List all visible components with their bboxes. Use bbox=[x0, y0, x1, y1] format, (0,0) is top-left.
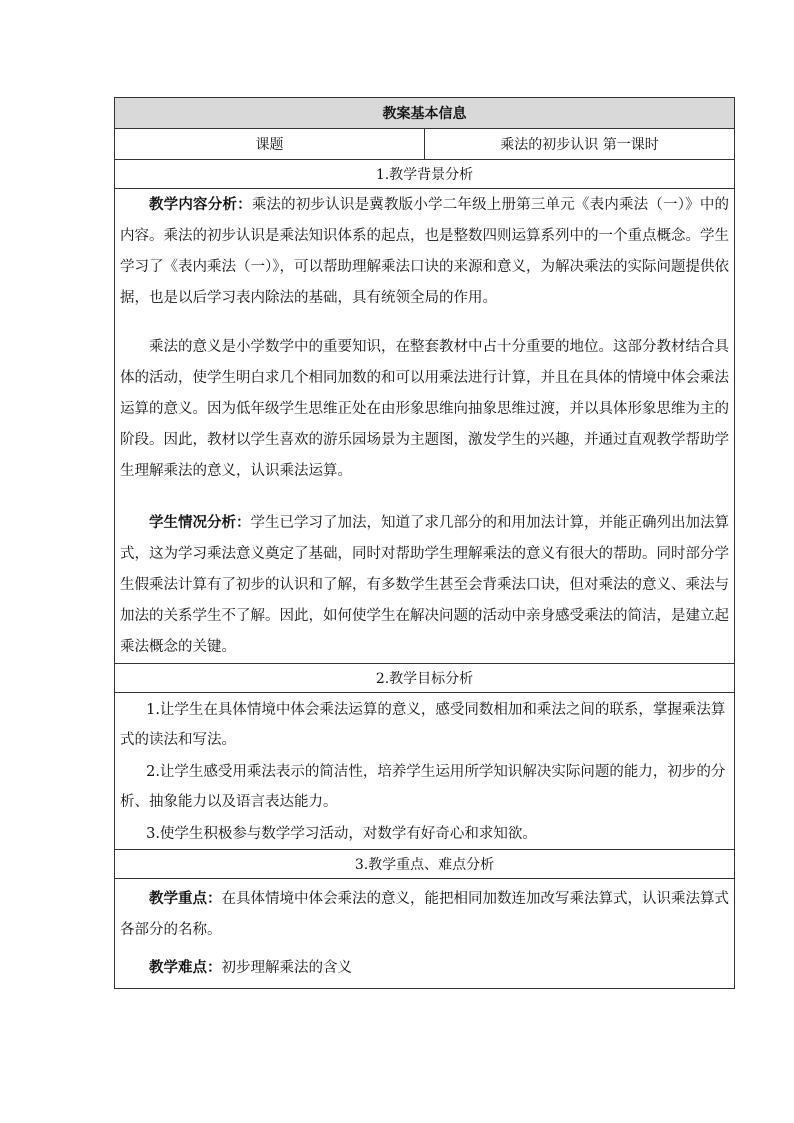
content-analysis-text: 乘法的初步认识是冀教版小学二年级上册第三单元《表内乘法（一）》中的内容。乘法的初步认识是乘法知识体系的起点，也是整数四则运算系列中的一个重点概念。学生学习了《表内乘法（一）》，可以帮助理解乘法口诀的来源和意义，为解决乘法的实际问题提供依据，也是以后学习表内除法的基础，具有统领全局的作用。 bbox=[120, 197, 730, 306]
topic-value: 乘法的初步认识 第一课时 bbox=[425, 129, 735, 160]
topic-label: 课题 bbox=[115, 129, 425, 160]
difficulty-label: 教学难点： bbox=[149, 959, 222, 976]
key-point-label: 教学重点： bbox=[149, 890, 222, 907]
key-point-paragraph bbox=[120, 883, 729, 946]
goal-item: 1.让学生在具体情境中体会乘法运算的意义，感受同数相加和乘法之间的联系，掌握乘法算式的读法和写法。 bbox=[120, 702, 726, 748]
content-analysis-paragraph bbox=[120, 189, 729, 314]
section1-body bbox=[115, 189, 735, 664]
key-point-text: 在具体情境中体会乘法的意义，能把相同加数连加改写乘法算式，认识乘法算式各部分的名称。 bbox=[120, 891, 729, 938]
student-analysis-paragraph bbox=[120, 507, 729, 663]
content-analysis-label: 教学内容分析： bbox=[149, 196, 252, 213]
difficulty-paragraph bbox=[120, 952, 729, 984]
section3-heading: 3.教学重点、难点分析 bbox=[115, 850, 735, 879]
goal-item: 3.使学生积极参与数学学习活动，对数学有好奇心和求知欲。 bbox=[146, 826, 537, 842]
meaning-paragraph: 乘法的意义是小学数学中的重要知识，在整套教材中占十分重要的地位。这部分教材结合具体的活动，使学生明白求几个相同加数的和可以用乘法进行计算，并且在具体的情境中体会乘法运算的意义。因为低年级学生思维正处在由形象思维向抽象思维过渡，并以具体形象思维为主的阶段。因此，教材以学生喜欢的游乐园场景为主题图，激发学生的兴趣，并通过直观教学帮助学生理解乘法的意义，认识乘法运算。 bbox=[120, 339, 729, 479]
section3-body bbox=[115, 879, 735, 989]
section1-heading: 1.教学背景分析 bbox=[115, 160, 735, 189]
student-analysis-label: 学生情况分析： bbox=[149, 514, 251, 531]
table-title: 教案基本信息 bbox=[115, 98, 735, 129]
student-analysis-text: 学生已学习了加法，知道了求几部分的和用加法计算，并能正确列出加法算式，这为学习乘法意义奠定了基础，同时对帮助学生理解乘法的意义有很大的帮助。同时部分学生假乘法计算有了初步的认识和了解，有多数学生甚至会背乘法口诀，但对乘法的意义、乘法与加法的关系学生不了解。因此，如何使学生在解决问题的活动中亲身感受乘法的简洁，是建立起乘法概念的关键。 bbox=[120, 515, 729, 655]
difficulty-text: 初步理解乘法的含义 bbox=[221, 960, 352, 976]
section2-heading: 2.教学目标分析 bbox=[115, 664, 735, 693]
section2-body bbox=[115, 693, 735, 850]
lesson-plan-table bbox=[114, 97, 735, 989]
goal-item: 2.让学生感受用乘法表示的简洁性，培养学生运用所学知识解决实际问题的能力，初步的分析、抽象能力以及语言表达能力。 bbox=[120, 764, 726, 810]
